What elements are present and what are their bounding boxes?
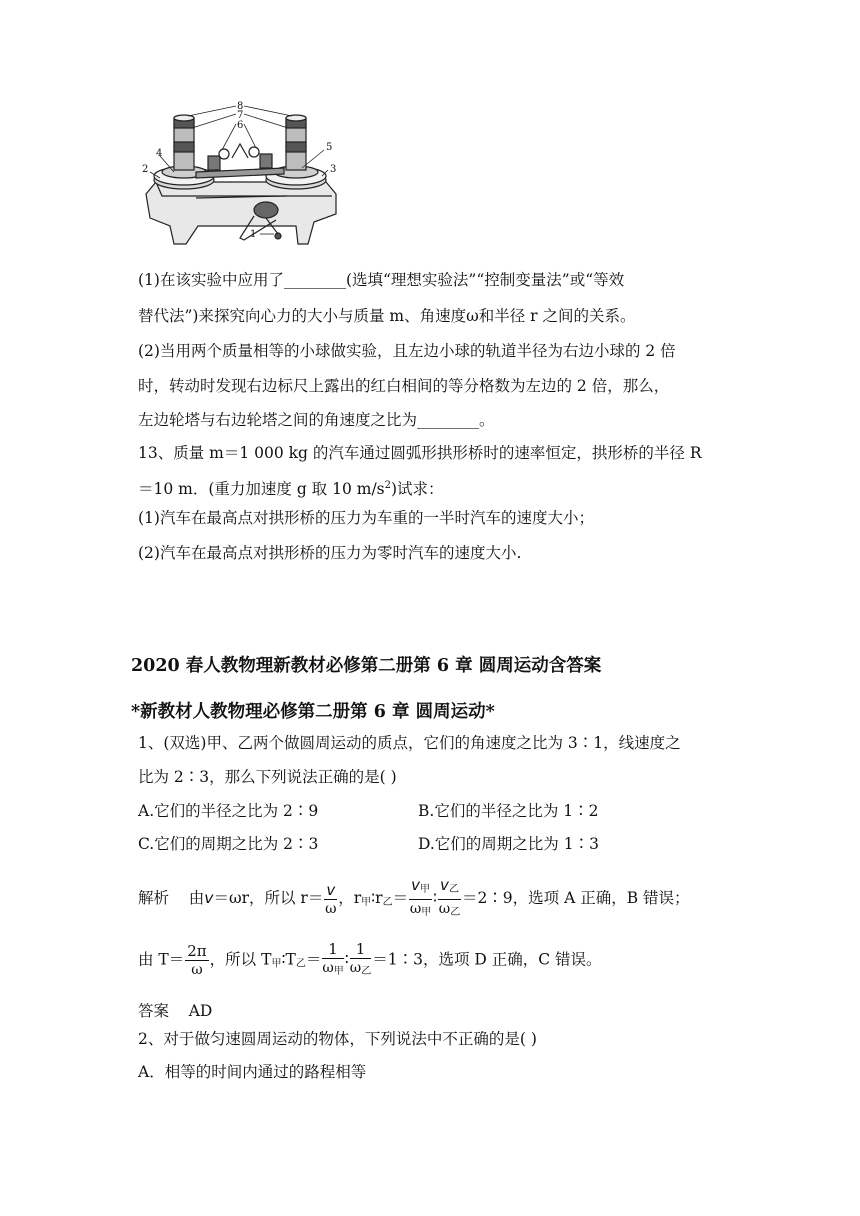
q12-part1-line1: (1)在该实验中应用了________(选填“理想实验法”“控制变量法”或“等效: [138, 271, 625, 289]
q13-part1: (1)汽车在最高点对拱形桥的压力为车重的一半时汽车的速度大小；: [138, 509, 594, 527]
fraction-v-jia: $\frac{v_甲}{\omega_甲}$: [409, 876, 432, 918]
figure-label-2: 2: [142, 164, 149, 175]
fraction-1-omega-yi: $\frac{1}{\omega_乙}$: [349, 940, 372, 977]
q13-line2: ＝10 m．(重力加速度 g 取 10 $m/s^2$)试求：: [138, 480, 444, 498]
answer-line: [138, 1001, 212, 1021]
q12-part2-line3: 左边轮塔与右边轮塔之间的角速度之比为________。: [138, 411, 495, 429]
fraction-1-omega-jia: $\frac{1}{\omega_甲}$: [322, 940, 344, 977]
section-title: *新教材人教物理必修第二册第 6 章 圆周运动*: [131, 702, 495, 722]
q12-part2-line1: (2)当用两个质量相等的小球做实验，且左边小球的轨道半径为右边小球的 2 倍: [138, 342, 676, 360]
q1-option-b: B.它们的半径之比为 1∶2: [418, 802, 599, 820]
fraction-2pi-omega: $\frac{2\pi}{\omega}$: [187, 942, 207, 978]
fraction-v-yi: $\frac{v_乙}{\omega_乙}$: [438, 876, 461, 918]
q13-part2: (2)汽车在最高点对拱形桥的压力为零时汽车的速度大小.: [138, 544, 522, 562]
page-title: 2020 春人教物理新教材必修第二册第 6 章 圆周运动含答案: [131, 656, 602, 676]
q1-option-d: D.它们的周期之比为 1∶3: [418, 835, 599, 853]
q1-option-a: A.它们的半径之比为 2∶9: [138, 802, 319, 820]
analysis-line2: 由 T＝ $\frac{2\pi}{\omega}$ ，所以 $T_甲∶T_乙=$ $\frac{1}{\omega_甲}$ ∶ $\frac{1}{\omega_乙}$ ＝1∶3，选项 D 正确，C 错误。: [138, 940, 602, 981]
q13-line1: 13、质量 m＝1 000 kg 的汽车通过圆弧形拱形桥时的速率恒定，拱形桥的半径 R: [138, 444, 702, 462]
q2-option-a: A．相等的时间内通过的路程相等: [138, 1063, 367, 1081]
figure-label-8: 8: [237, 101, 244, 112]
q12-part2-line2: 时，转动时发现右边标尺上露出的红白相间的等分格数为左边的 2 倍，那么，: [138, 377, 670, 395]
analysis-line1: 解析 由v＝ωr，所以 r＝ $\frac{v}{\omega}$ ，$r_甲∶r_乙=$ $\frac{v_甲}{\omega_甲}$ ∶ $\frac{v_乙}{\omega_乙}$ ＝2∶9，选项 A 正确，B 错误；: [138, 876, 690, 922]
answer-label: 答案: [138, 1002, 170, 1020]
figure-label-1: 1: [250, 229, 257, 240]
figure-label-5: 5: [326, 142, 333, 153]
answer-value: AD: [188, 1002, 213, 1020]
fraction-v-omega: $\frac{v}{\omega}$: [325, 880, 337, 917]
figure-label-4: 4: [156, 148, 163, 159]
q1-line1: 1、(双选)甲、乙两个做圆周运动的质点，它们的角速度之比为 3∶1，线速度之: [138, 734, 681, 752]
q12-part1-line2: 替代法”)来探究向心力的大小与质量 m、角速度ω和半径 r 之间的关系。: [138, 307, 636, 325]
figure-label-3: 3: [330, 164, 337, 175]
analysis-label: 解析: [138, 889, 170, 907]
apparatus-figure: [136, 98, 351, 246]
q1-option-c: C.它们的周期之比为 2∶3: [138, 835, 319, 853]
q1-options-row1: [138, 801, 318, 821]
q1-line2: 比为 2∶3，那么下列说法正确的是( ): [138, 768, 397, 786]
figure-label-6: 6: [237, 120, 244, 131]
figure-label-7: 7: [237, 110, 244, 121]
q2-line1: 2、对于做匀速圆周运动的物体，下列说法中不正确的是( ): [138, 1030, 537, 1048]
